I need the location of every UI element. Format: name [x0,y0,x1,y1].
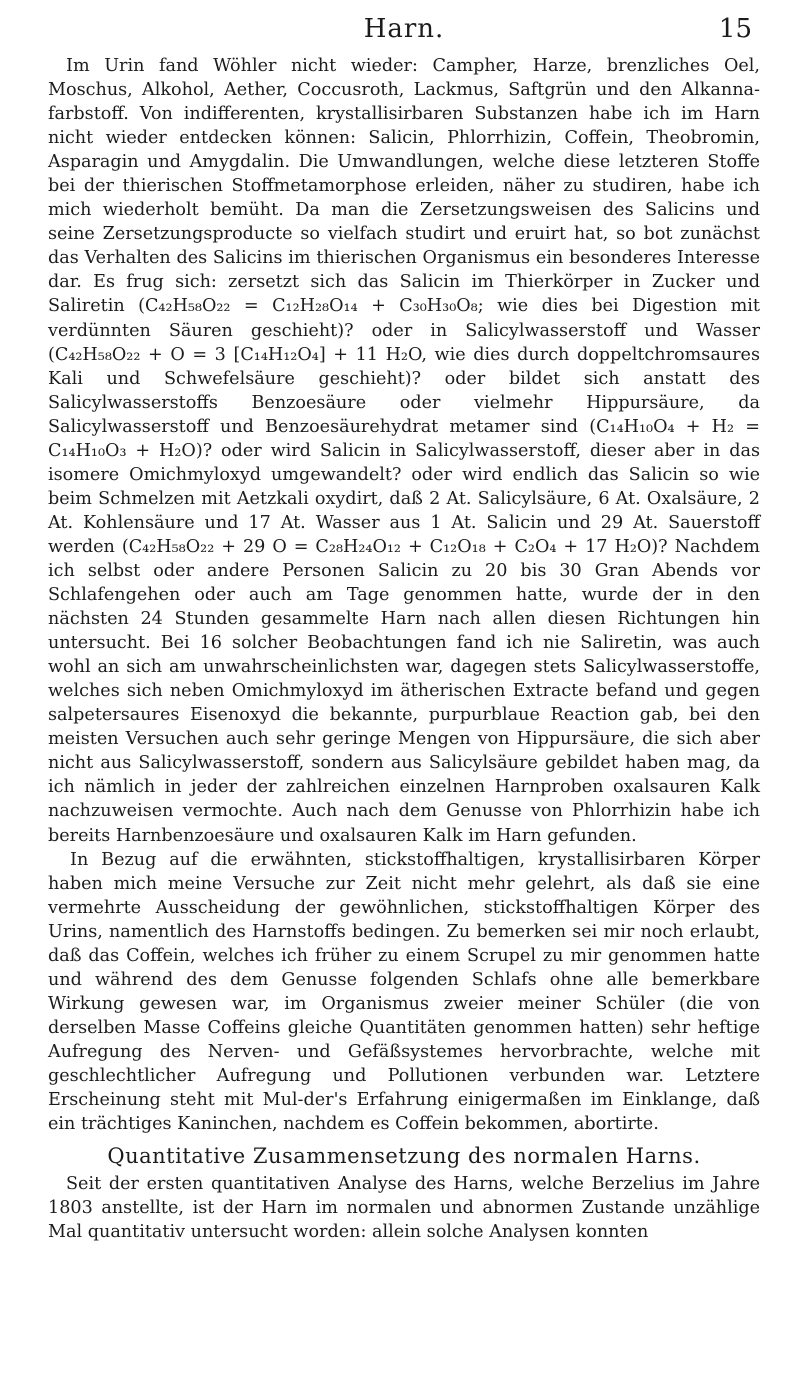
body-text [48,54,760,1136]
paragraph-nitrogenous-bodies: In Bezug auf die erwähnten, stickstoffhaltigen, krystallisirbaren Körper haben mich meine Versuche zur Zeit nicht mehr gelehrt, als daß sie eine vermehrte Ausscheidung der gewöhnlichen, stickstoffhaltigen Körper des Urins, namentlich des Harnstoffs bedingen. Zu bemerken sei mir noch erlaubt, daß das Coffein, welches ich früher zu einem Scrupel zu mir genommen hatte und während des dem Genusse folgenden Schlafs ohne alle bemerkbare Wirkung gewesen war, im Organismus zweier meiner Schüler (die von derselben Masse Coffeins gleiche Quantitäten genommen hatten) sehr heftige Aufregung des Nerven- und Gefäßsystemes hervorbrachte, welche mit geschlechtlicher Aufregung und Pollutionen verbunden war. Letztere Erscheinung steht mit Mul-der's Erfahrung einigermaßen im Einklange, daß ein trächtiges Kaninchen, nachdem es Coffein bekommen, abortirte. [48,849,760,1135]
running-head: Harn. [363,14,445,44]
page-header [48,14,760,50]
section-heading: Quantitative Zusammensetzung des normalen Harns. [107,1144,701,1169]
section-body [48,1172,760,1244]
page-number: 15 [718,14,752,44]
paragraph-salicin-experiments: Im Urin fand Wöhler nicht wieder: Campher, Harze, brenzliches Oel, Moschus, Alkohol, Aether, Coccusroth, Lackmus, Saftgrün und den Alkanna-farbstoff. Von indifferenten, krystallisirbaren Substanzen habe ich im Harn nicht wieder entdecken können: Salicin, Phlorrhizin, Coffein, Theobromin, Asparagin und Amygdalin. Die Umwandlungen, welche diese letzteren Stoffe bei der thierischen Stoffmetamorphose erleiden, näher zu studiren, habe ich mich wiederholt bemüht. Da man die Zersetzungsweisen des Salicins und seine Zersetzungsproducte so vielfach studirt und eruirt hat, so bot zunächst das Verhalten des Salicins im thierischen Organismus ein besonderes Interesse dar. Es frug sich: zersetzt sich das Salicin im Thierkörper in Zucker und Saliretin (C₄₂H₅₈O₂₂ = C₁₂H₂₈O₁₄ + C₃₀H₃₀O₈; wie dies bei Digestion mit verdünnten Säuren geschieht)? oder in Salicylwasserstoff und Wasser (C₄₂H₅₈O₂₂ + O = 3 [C₁₄H₁₂O₄] + 11 H₂O, wie dies durch doppeltchromsaures Kali und Schwefelsäure geschieht)? oder bildet sich anstatt des Salicylwasserstoffs Benzoesäure oder vielmehr Hippursäure, da Salicylwasserstoff und Benzoesäurehydrat metamer sind (C₁₄H₁₀O₄ + H₂ = C₁₄H₁₀O₃ + H₂O)? oder wird Salicin in Salicylwasserstoff, dieser aber in das isomere Omichmyloxyd umgewandelt? oder wird endlich das Salicin so wie beim Schmelzen mit Aetzkali oxydirt, daß 2 At. Salicylsäure, 6 At. Oxalsäure, 2 At. Kohlensäure und 17 At. Wasser aus 1 At. Salicin und 29 At. Sauerstoff werden (C₄₂H₅₈O₂₂ + 29 O = C₂₈H₂₄O₁₂ + C₁₂O₁₈ + C₂O₄ + 17 H₂O)? Nachdem ich selbst oder andere Personen Salicin zu 20 bis 30 Gran Abends vor Schlafengehen oder auch am Tage genommen hatte, wurde der in den nächsten 24 Stunden gesammelte Harn nach allen diesen Richtungen hin untersucht. Bei 16 solcher Beobachtungen fand ich nie Saliretin, was auch wohl an sich am unwahrscheinlichsten war, dagegen stets Salicylwasserstoffe, welches sich neben Omichmyloxyd im ätherischen Extracte befand und gegen salpetersaures Eisenoxyd die bekannte, purpurblaue Reaction gab, bei den meisten Versuchen auch sehr geringe Mengen von Hippursäure, die sich aber nicht aus Salicylwasserstoff, sondern aus Salicylsäure gebildet haben mag, da ich nämlich in jeder der zahlreichen einzelnen Harnproben oxalsauren Kalk nachzuweisen vermochte. Auch nach dem Genusse von Phlorrhizin habe ich bereits Harnbenzoesäure und oxalsauren Kalk im Harn gefunden. [48,56,760,846]
paragraph-quantitative-analysis: Seit der ersten quantitativen Analyse des Harns, welche Berzelius im Jahre 1803 anstellte, ist der Harn im normalen und abnormen Zustande unzählige Mal quantitativ untersucht worden: allein solche Analysen konnten [48,1174,760,1243]
